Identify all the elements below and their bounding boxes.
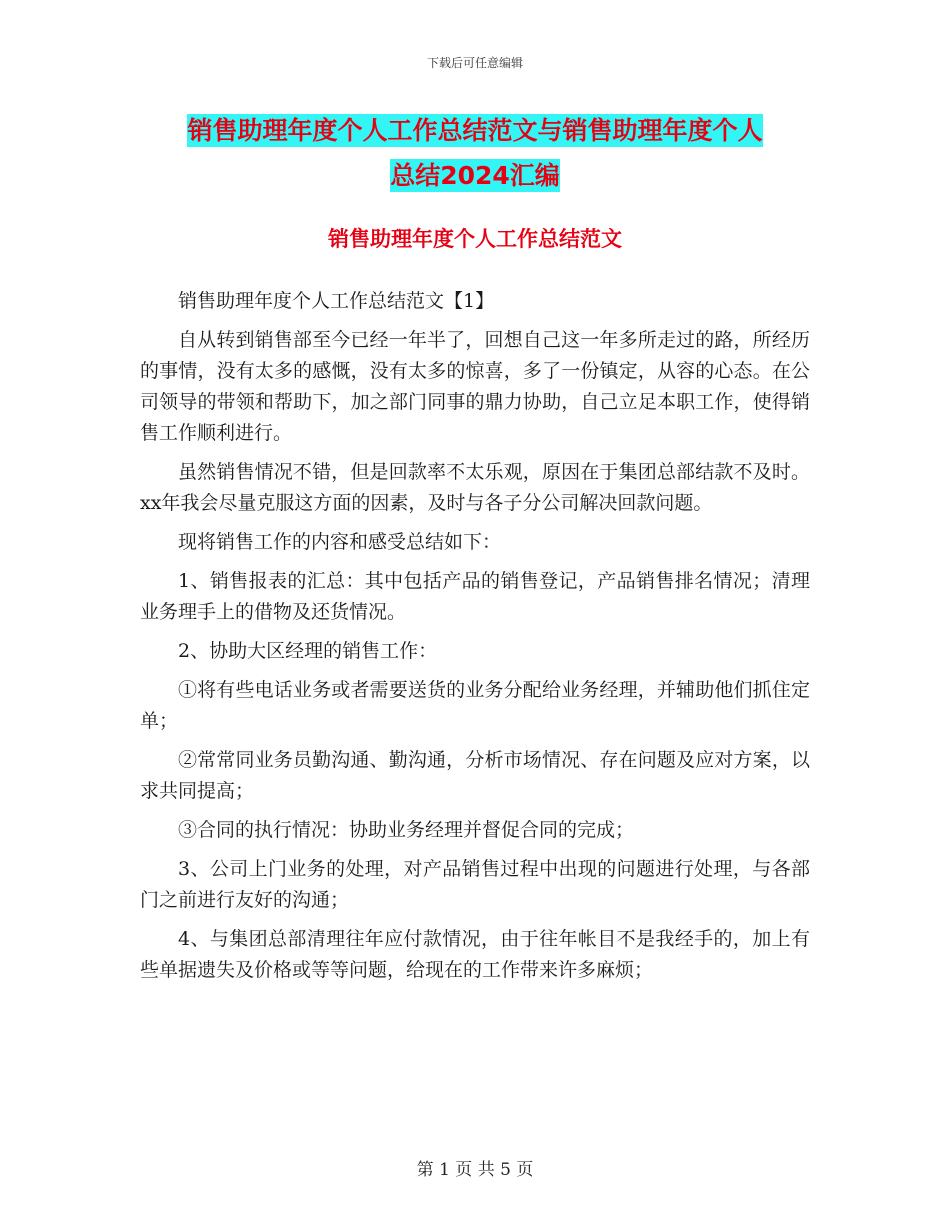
paragraph: 2、协助大区经理的销售工作： xyxy=(178,640,438,662)
paragraph: 1、销售报表的汇总：其中包括产品的销售登记，产品销售排名情况；清理业务理手上的借物及还货情况。 xyxy=(140,570,810,623)
paragraph: 3、公司上门业务的处理，对产品销售过程中出现的问题进行处理，与各部门之前进行友好的沟通； xyxy=(140,858,810,911)
paragraph: ②常常同业务员勤沟通、勤沟通，分析市场情况、存在问题及应对方案，以求共同提高； xyxy=(140,749,810,802)
paragraph: 自从转到销售部至今已经一年半了，回想自己这一年多所走过的路，所经历的事情，没有太多的感慨，没有太多的惊喜，多了一份镇定，从容的心态。在公司领导的带领和帮助下，加之部门同事的鼎力协助，自己立足本职工作，使得销售工作顺利进行。 xyxy=(140,329,810,444)
paragraph: 4、与集团总部清理往年应付款情况，由于往年帐目不是我经手的，加上有些单据遗失及价格或等等问题，给现在的工作带来许多麻烦； xyxy=(140,928,810,981)
paragraph: 销售助理年度个人工作总结范文【1】 xyxy=(178,290,495,312)
paragraph: ①将有些电话业务或者需要送货的业务分配给业务经理，并辅助他们抓住定单； xyxy=(140,679,810,732)
page-header-note: 下载后可任意编辑 xyxy=(426,56,523,70)
document-title-line2: 总结2024汇编 xyxy=(390,161,560,190)
section-title: 销售助理年度个人工作总结范文 xyxy=(328,227,622,251)
paragraph: 虽然销售情况不错，但是回款率不太乐观，原因在于集团总部结款不及时。xx年我会尽量克服这方面的因素，及时与各子分公司解决回款问题。 xyxy=(140,461,810,514)
paragraph: 现将销售工作的内容和感受总结如下： xyxy=(178,531,502,553)
document-title xyxy=(140,108,810,198)
page-number-footer: 第 1 页 共 5 页 xyxy=(416,1160,534,1180)
paragraph: ③合同的执行情况：协助业务经理并督促合同的完成； xyxy=(178,819,635,841)
document-title-line1: 销售助理年度个人工作总结范文与销售助理年度个人 xyxy=(187,116,763,145)
document-body xyxy=(140,286,810,994)
